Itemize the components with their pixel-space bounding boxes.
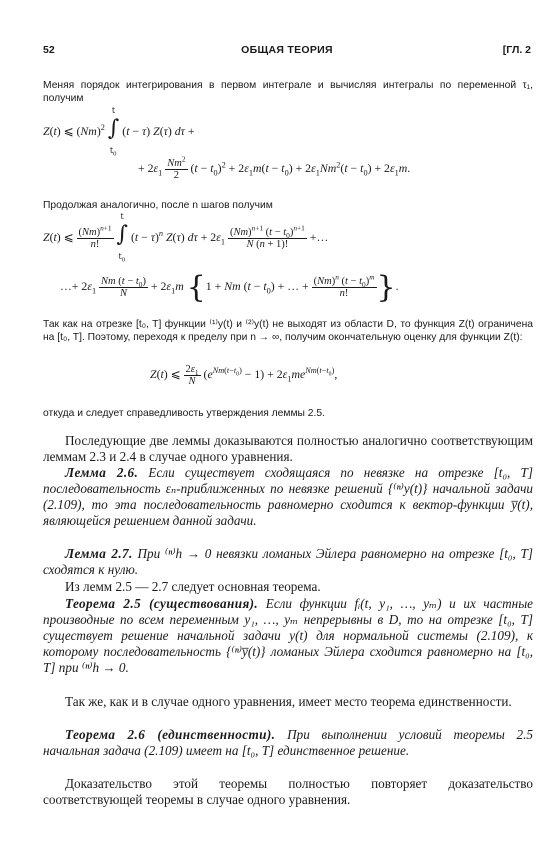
lemma-2-7-text: При ⁽ⁿ⁾h → 0 невязки ломаных Эйлера равномерно на отрезке [t₀, T] сходятся к нулю. bbox=[43, 546, 533, 578]
lemma-2-6 bbox=[43, 465, 533, 529]
formula-1-line-1: Z(t) ⩽ $(Nm)^2$ ∫ t $t_0$ (t − τ) Z(τ) dτ + bbox=[43, 106, 195, 158]
lemma-2-7-title: Лемма 2.7. bbox=[65, 546, 133, 561]
theorem-2-5 bbox=[43, 596, 533, 676]
lemma-2-6-text: Если существует сходящаяся по невязке на отрезке [t₀, T] последовательность εₙ-приближенных по невязке решений {⁽ⁿ⁾y(t)} начальной задачи (2.109), то эта последовательность равномерно сходится к вектор-функции y̅(t), являющейся решением данной задачи. bbox=[43, 465, 534, 529]
lemma-2-6-title: Лемма 2.6. bbox=[65, 465, 139, 480]
continue-text: Продолжая аналогично, после n шагов получим bbox=[43, 200, 273, 211]
paragraph-proof: Доказательство этой теоремы полностью повторяет доказательство соответствующей теоремы в случае одного уравнения. bbox=[43, 776, 533, 808]
theorem-2-5-title: Теорема 2.5 (существования). bbox=[65, 596, 259, 611]
theorem-2-6 bbox=[43, 727, 533, 759]
intro-text: Меняя порядок интегрирования в первом интеграле и вычисляя интегралы по переменной τ₁, получим bbox=[43, 80, 533, 104]
theorem-2-6-text: При выполнении условий теоремы 2.5 начальная задача (2.109) имеет на [t₀, T] единственное решение. bbox=[43, 727, 533, 759]
paragraph-lemmas-intro: Последующие две леммы доказываются полностью аналогично соответствующим леммам 2.3 и 2.4 в случае одного уравнения. bbox=[43, 433, 533, 465]
page-number: 52 bbox=[43, 44, 55, 56]
running-title: ОБЩАЯ ТЕОРИЯ bbox=[241, 44, 333, 56]
formula-3: Z(t) ⩽ $\frac{2\varepsilon_1}{N}$ $(e^{Nm(t-t_0)} - 1) + 2\varepsilon_1me^{Nm(t-t_0)}$, bbox=[150, 364, 338, 387]
since-text: Так как на отрезке [t₀, T] функции ⁽¹⁾y(t) и ⁽²⁾y(t) не выходят из области D, то функция Z(t) ограничена на [t₀, T]. Поэтому, переходя к пределу при n → ∞, получим окончательную оценку для функции Z(t): bbox=[43, 319, 533, 343]
theorem-2-6-title: Теорема 2.6 (единственности). bbox=[65, 727, 276, 742]
from-lemmas-text: Из лемм 2.5 — 2.7 следует основная теорема. bbox=[65, 579, 321, 594]
theorem-2-5-text: Если функции fᵢ(t, y₁, …, yₘ) и их частные производные по всем переменным y₁, …, yₘ непрерывны в D, то на отрезке [t₀, T] существует решение начальной задачи y(t) для нормальной системы (2.109), к которому последовательность {⁽ⁿ⁾y̅(t)} ломаных Эйлера сходится равномерно на [t₀, T] при ⁽ⁿ⁾h → 0. bbox=[43, 596, 533, 676]
whence-text: откуда и следует справедливость утверждения леммы 2.5. bbox=[43, 408, 325, 419]
paragraph-uniqueness-intro: Так же, как и в случае одного уравнения, имеет место теорема единственности. bbox=[65, 694, 512, 709]
page-header bbox=[43, 44, 531, 60]
formula-2-line-1: Z(t) ⩽ $\frac{(Nm)^{n+1}}{n!}$ ∫ t $t_0$ $(t - \tau)^n$ Z(τ) $d\tau + 2\varepsilon_1$ $\frac{(Nm)^{n+1} (t - t_0)^{n+1}}{N (n + 1)!}$ +… bbox=[43, 212, 329, 264]
chapter-label: [ГЛ. 2 bbox=[502, 44, 531, 56]
formula-1-line-2: + $2\varepsilon_1$ $\frac{Nm^2}{2}$ $(t - t_0)^2 + 2\varepsilon_1m(t - t_0) + 2\varepsilon_1Nm^2(t - t_0) + 2\varepsilon_1m$. bbox=[138, 154, 411, 181]
lemma-2-7 bbox=[43, 546, 533, 578]
formula-2-line-2: …+ $2\varepsilon_1$ $\frac{Nm (t - t_0)}{N}$ + $2\varepsilon_1m$ {1 + Nm $(t - t_0)$ + … + $\frac{(Nm)^n (t - t_0)^m}{n!}$ }. bbox=[60, 270, 399, 305]
